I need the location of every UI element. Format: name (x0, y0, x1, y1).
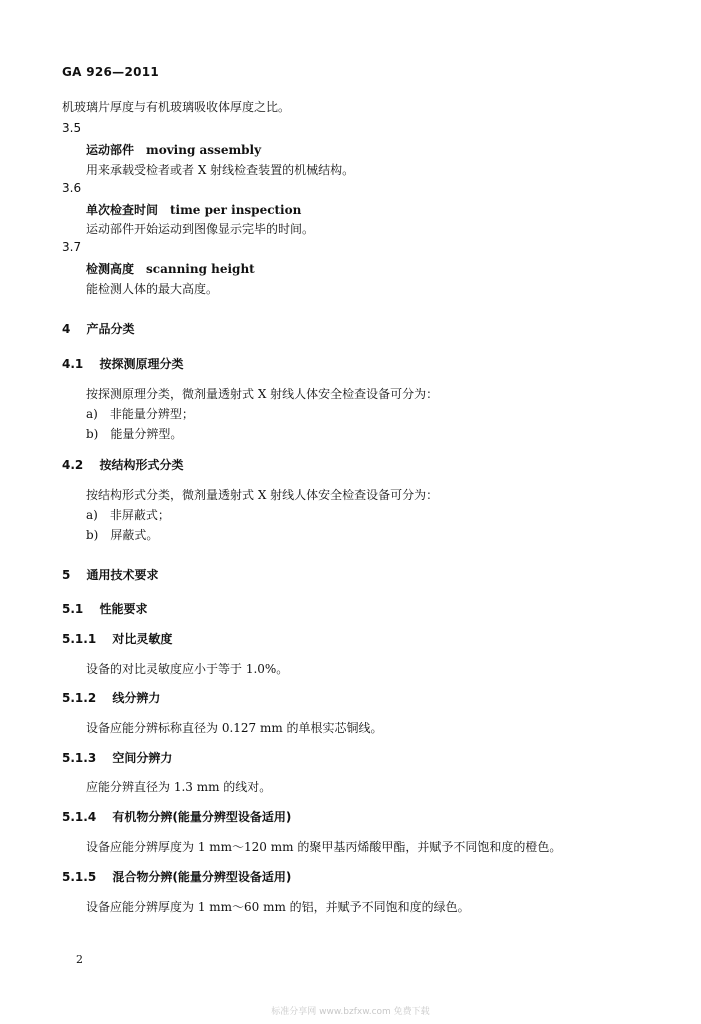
section-number: 5 (62, 568, 71, 582)
section-number: 5.1.4 (62, 810, 97, 824)
section-heading-5 (62, 566, 159, 583)
paragraph-5-1-3: 应能分辨直径为 1.3 mm 的线对。 (86, 780, 272, 794)
section-title: 通用技术要求 (86, 568, 159, 582)
definition-moving-assembly: 用来承载受检者或者 X 射线检查装置的机械结构。 (86, 163, 355, 177)
paragraph-4-1: 按探测原理分类，微剂量透射式 X 射线人体安全检查设备可分为： (86, 387, 439, 401)
section-title: 按探测原理分类 (99, 357, 184, 371)
section-title: 按结构形式分类 (99, 458, 184, 472)
section-number: 5.1 (62, 602, 84, 616)
paragraph-4-2: 按结构形式分类，微剂量透射式 X 射线人体安全检查设备可分为： (86, 488, 439, 502)
section-number: 4.1 (62, 357, 84, 371)
section-heading-5-1-4 (62, 808, 291, 825)
term-time-per-inspection: 单次检查时间 time per inspection (86, 203, 302, 217)
definition-scanning-height: 能检测人体的最大高度。 (86, 282, 219, 296)
section-heading-5-1-5 (62, 868, 291, 885)
list-item-4-1-a: a) 非能量分辨型； (86, 407, 194, 421)
section-heading-4 (62, 320, 135, 337)
paragraph-5-1-4: 设备应能分辨厚度为 1 mm～120 mm 的聚甲基丙烯酸甲酯，并赋予不同饱和度的橙色。 (86, 840, 562, 854)
section-title: 对比灵敏度 (112, 632, 173, 646)
section-heading-5-1-2 (62, 689, 160, 706)
section-heading-4-2 (62, 456, 183, 473)
definition-time-per-inspection: 运动部件开始运动到图像显示完毕的时间。 (86, 222, 315, 236)
section-heading-5-1-3 (62, 749, 172, 766)
document-header: GA 926—2011 (62, 65, 160, 79)
clause-number-3-7: 3.7 (62, 240, 82, 254)
list-item-4-1-b: b) 能量分辨型。 (86, 427, 183, 441)
section-title: 混合物分辨(能量分辨型设备适用) (112, 870, 292, 884)
paragraph-5-1-5: 设备应能分辨厚度为 1 mm～60 mm 的铝，并赋予不同饱和度的绿色。 (86, 900, 470, 914)
section-heading-5-1 (62, 600, 147, 617)
section-title: 性能要求 (99, 602, 148, 616)
page-number: 2 (76, 953, 83, 966)
section-number: 5.1.1 (62, 632, 97, 646)
section-title: 空间分辨力 (112, 751, 173, 765)
list-item-4-2-b: b) 屏蔽式。 (86, 528, 159, 542)
paragraph-5-1-2: 设备应能分辨标称直径为 0.127 mm 的单根实芯铜线。 (86, 721, 383, 735)
section-number: 5.1.5 (62, 870, 97, 884)
clause-number-3-6: 3.6 (62, 181, 82, 195)
section-number: 5.1.3 (62, 751, 97, 765)
section-heading-4-1 (62, 355, 183, 372)
term-scanning-height: 检测高度 scanning height (86, 262, 255, 276)
section-title: 产品分类 (86, 322, 135, 336)
clause-number-3-5: 3.5 (62, 121, 82, 135)
list-item-4-2-a: a) 非屏蔽式； (86, 508, 170, 522)
section-heading-5-1-1 (62, 630, 172, 647)
section-title: 线分辨力 (112, 691, 161, 705)
section-number: 4.2 (62, 458, 84, 472)
section-number: 4 (62, 322, 71, 336)
paragraph-continuation: 机玻璃片厚度与有机玻璃吸收体厚度之比。 (62, 100, 291, 114)
paragraph-5-1-1: 设备的对比灵敏度应小于等于 1.0%。 (86, 662, 289, 676)
section-number: 5.1.2 (62, 691, 97, 705)
watermark: 标准分享网 www.bzfxw.com 免费下载 (271, 1007, 430, 1017)
section-title: 有机物分辨(能量分辨型设备适用) (112, 810, 292, 824)
term-moving-assembly: 运动部件 moving assembly (86, 143, 262, 157)
